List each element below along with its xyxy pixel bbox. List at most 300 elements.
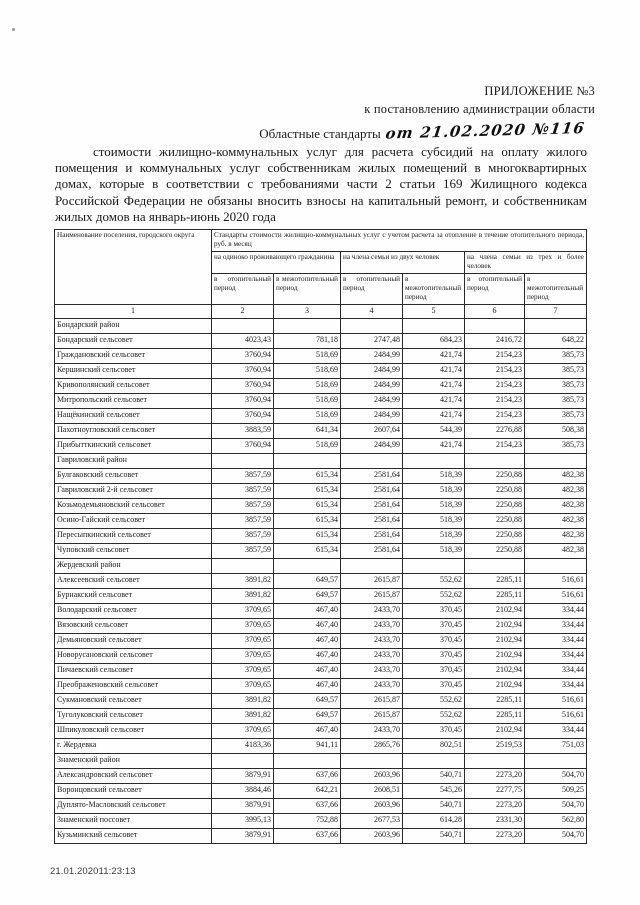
settlement-name: Митропольский сельсовет bbox=[55, 393, 212, 408]
value-cell: 637,66 bbox=[274, 768, 341, 783]
value-cell: 615,34 bbox=[274, 513, 341, 528]
value-cell: 421,74 bbox=[403, 378, 465, 393]
value-cell: 684,23 bbox=[403, 333, 465, 348]
value-cell: 421,74 bbox=[403, 363, 465, 378]
value-cell: 2484,99 bbox=[341, 378, 403, 393]
table-row bbox=[55, 813, 587, 828]
value-cell: 2154,23 bbox=[465, 363, 525, 378]
value-cell: 2250,88 bbox=[465, 468, 525, 483]
table-header-row-top bbox=[55, 230, 587, 252]
value-cell: 2607,64 bbox=[341, 423, 403, 438]
value-cell: 552,62 bbox=[403, 708, 465, 723]
value-cell: 649,57 bbox=[274, 588, 341, 603]
region-blank-cell bbox=[274, 318, 341, 333]
table-row bbox=[55, 333, 587, 348]
value-cell: 467,40 bbox=[274, 603, 341, 618]
table-row bbox=[55, 483, 587, 498]
value-cell: 2581,64 bbox=[341, 498, 403, 513]
table-row bbox=[55, 738, 587, 753]
value-cell: 2519,53 bbox=[465, 738, 525, 753]
value-cell: 467,40 bbox=[274, 663, 341, 678]
value-cell: 2484,99 bbox=[341, 393, 403, 408]
value-cell: 752,88 bbox=[274, 813, 341, 828]
settlement-name: Бондарский сельсовет bbox=[55, 333, 212, 348]
region-blank-cell bbox=[465, 453, 525, 468]
value-cell: 3857,59 bbox=[212, 498, 274, 513]
settlement-name: Вязовский сельсовет bbox=[55, 618, 212, 633]
value-cell: 385,73 bbox=[525, 408, 587, 423]
table-row bbox=[55, 783, 587, 798]
header-span-all: Стандарты стоимости жилищно-коммунальных услуг с учетом расчета за отопление в течение отопительного периода, руб. в месяц bbox=[212, 230, 587, 252]
table-row bbox=[55, 408, 587, 423]
settlement-name: Пичаевский сельсовет bbox=[55, 663, 212, 678]
region-blank-cell bbox=[212, 453, 274, 468]
value-cell: 385,73 bbox=[525, 378, 587, 393]
value-cell: 421,74 bbox=[403, 408, 465, 423]
region-blank-cell bbox=[465, 753, 525, 768]
region-blank-cell bbox=[525, 318, 587, 333]
value-cell: 562,80 bbox=[525, 813, 587, 828]
value-cell: 941,11 bbox=[274, 738, 341, 753]
col-number-2: 2 bbox=[212, 304, 274, 318]
col-number-5: 5 bbox=[403, 304, 465, 318]
value-cell: 2102,94 bbox=[465, 678, 525, 693]
region-blank-cell bbox=[403, 753, 465, 768]
appendix-label: ПРИЛОЖЕНИЕ №3 bbox=[484, 84, 595, 98]
value-cell: 552,62 bbox=[403, 693, 465, 708]
value-cell: 615,34 bbox=[274, 468, 341, 483]
value-cell: 545,26 bbox=[403, 783, 465, 798]
value-cell: 2615,87 bbox=[341, 693, 403, 708]
table-row bbox=[55, 828, 587, 843]
value-cell: 3709,65 bbox=[212, 678, 274, 693]
region-blank-cell bbox=[274, 453, 341, 468]
table-row bbox=[55, 633, 587, 648]
header-group-two: на члена семьи из двух человек bbox=[341, 251, 465, 273]
value-cell: 649,57 bbox=[274, 573, 341, 588]
region-name: Гавриловский район bbox=[55, 453, 212, 468]
value-cell: 482,38 bbox=[525, 483, 587, 498]
value-cell: 2250,88 bbox=[465, 483, 525, 498]
settlement-name: Пахотноугловский сельсовет bbox=[55, 423, 212, 438]
value-cell: 2250,88 bbox=[465, 528, 525, 543]
value-cell: 3857,59 bbox=[212, 513, 274, 528]
value-cell: 552,62 bbox=[403, 588, 465, 603]
region-blank-cell bbox=[341, 558, 403, 573]
value-cell: 3709,65 bbox=[212, 618, 274, 633]
value-cell: 2250,88 bbox=[465, 543, 525, 558]
region-blank-cell bbox=[525, 753, 587, 768]
value-cell: 334,44 bbox=[525, 663, 587, 678]
value-cell: 2433,70 bbox=[341, 678, 403, 693]
value-cell: 2433,70 bbox=[341, 618, 403, 633]
table-row bbox=[55, 543, 587, 558]
handwritten-date-number: от 21.02.2020 №116 bbox=[384, 119, 587, 143]
settlement-name: Кершинский сельсовет bbox=[55, 363, 212, 378]
settlement-name: Пересыпкинский сельсовет bbox=[55, 528, 212, 543]
region-blank-cell bbox=[341, 753, 403, 768]
settlement-name: Преображеновский сельсовет bbox=[55, 678, 212, 693]
value-cell: 518,69 bbox=[274, 363, 341, 378]
table-column-numbers-row bbox=[55, 304, 587, 318]
value-cell: 2102,94 bbox=[465, 723, 525, 738]
col-number-6: 6 bbox=[465, 304, 525, 318]
region-blank-cell bbox=[212, 558, 274, 573]
value-cell: 334,44 bbox=[525, 678, 587, 693]
region-blank-cell bbox=[465, 318, 525, 333]
value-cell: 518,69 bbox=[274, 393, 341, 408]
value-cell: 385,73 bbox=[525, 348, 587, 363]
value-cell: 334,44 bbox=[525, 633, 587, 648]
value-cell: 3891,82 bbox=[212, 693, 274, 708]
value-cell: 2433,70 bbox=[341, 603, 403, 618]
value-cell: 540,71 bbox=[403, 768, 465, 783]
value-cell: 2484,99 bbox=[341, 438, 403, 453]
value-cell: 2102,94 bbox=[465, 633, 525, 648]
header-sub-heating-2: в отопительный период bbox=[341, 273, 403, 304]
value-cell: 3709,65 bbox=[212, 723, 274, 738]
value-cell: 641,34 bbox=[274, 423, 341, 438]
value-cell: 3879,91 bbox=[212, 798, 274, 813]
value-cell: 2154,23 bbox=[465, 408, 525, 423]
table-row bbox=[55, 768, 587, 783]
value-cell: 2273,20 bbox=[465, 798, 525, 813]
value-cell: 509,25 bbox=[525, 783, 587, 798]
table-row bbox=[55, 513, 587, 528]
value-cell: 3760,94 bbox=[212, 438, 274, 453]
value-cell: 2581,64 bbox=[341, 468, 403, 483]
value-cell: 516,61 bbox=[525, 693, 587, 708]
footer-timestamp: 21.01.202011:23:13 bbox=[50, 866, 136, 877]
table-row bbox=[55, 678, 587, 693]
value-cell: 2603,96 bbox=[341, 828, 403, 843]
value-cell: 4183,36 bbox=[212, 738, 274, 753]
settlement-name: Шпикуловский сельсовет bbox=[55, 723, 212, 738]
value-cell: 3760,94 bbox=[212, 348, 274, 363]
value-cell: 516,61 bbox=[525, 573, 587, 588]
table-row bbox=[55, 603, 587, 618]
value-cell: 751,03 bbox=[525, 738, 587, 753]
value-cell: 2615,87 bbox=[341, 588, 403, 603]
region-blank-cell bbox=[341, 453, 403, 468]
settlement-name: Бурнакский сельсовет bbox=[55, 588, 212, 603]
value-cell: 615,34 bbox=[274, 543, 341, 558]
value-cell: 2615,87 bbox=[341, 708, 403, 723]
value-cell: 518,39 bbox=[403, 528, 465, 543]
value-cell: 508,38 bbox=[525, 423, 587, 438]
settlement-name: Чуповский сельсовет bbox=[55, 543, 212, 558]
table-row bbox=[55, 723, 587, 738]
col-number-7: 7 bbox=[525, 304, 587, 318]
value-cell: 552,62 bbox=[403, 573, 465, 588]
value-cell: 2581,64 bbox=[341, 543, 403, 558]
appendix-subline: к постановлению администрации области bbox=[364, 102, 595, 117]
region-blank-cell bbox=[403, 453, 465, 468]
value-cell: 2285,11 bbox=[465, 708, 525, 723]
col-number-1: 1 bbox=[55, 304, 212, 318]
value-cell: 2747,48 bbox=[341, 333, 403, 348]
settlement-name: Воронцовский сельсовет bbox=[55, 783, 212, 798]
value-cell: 615,34 bbox=[274, 528, 341, 543]
value-cell: 3891,82 bbox=[212, 573, 274, 588]
value-cell: 3709,65 bbox=[212, 648, 274, 663]
value-cell: 3995,13 bbox=[212, 813, 274, 828]
table-region-row bbox=[55, 453, 587, 468]
value-cell: 2102,94 bbox=[465, 663, 525, 678]
settlement-name: Сукмановский сельсовет bbox=[55, 693, 212, 708]
value-cell: 385,73 bbox=[525, 393, 587, 408]
value-cell: 2433,70 bbox=[341, 633, 403, 648]
value-cell: 334,44 bbox=[525, 723, 587, 738]
table-row bbox=[55, 588, 587, 603]
table-row bbox=[55, 438, 587, 453]
value-cell: 637,66 bbox=[274, 798, 341, 813]
region-blank-cell bbox=[525, 558, 587, 573]
region-blank-cell bbox=[465, 558, 525, 573]
value-cell: 2250,88 bbox=[465, 498, 525, 513]
value-cell: 3857,59 bbox=[212, 528, 274, 543]
value-cell: 370,45 bbox=[403, 648, 465, 663]
settlement-name: Козьмодемьяновский сельсовет bbox=[55, 498, 212, 513]
settlement-name: Нащёкинский сельсовет bbox=[55, 408, 212, 423]
col-number-3: 3 bbox=[274, 304, 341, 318]
table-row bbox=[55, 663, 587, 678]
value-cell: 2277,75 bbox=[465, 783, 525, 798]
value-cell: 2433,70 bbox=[341, 723, 403, 738]
value-cell: 516,61 bbox=[525, 708, 587, 723]
value-cell: 3760,94 bbox=[212, 378, 274, 393]
table-head bbox=[55, 230, 587, 319]
table-row bbox=[55, 378, 587, 393]
table-row bbox=[55, 528, 587, 543]
value-cell: 2102,94 bbox=[465, 603, 525, 618]
value-cell: 781,18 bbox=[274, 333, 341, 348]
value-cell: 2285,11 bbox=[465, 693, 525, 708]
value-cell: 3891,82 bbox=[212, 708, 274, 723]
settlement-name: Алексеевский сельсовет bbox=[55, 573, 212, 588]
settlement-name: Осино-Гайский сельсовет bbox=[55, 513, 212, 528]
value-cell: 649,57 bbox=[274, 693, 341, 708]
value-cell: 2484,99 bbox=[341, 363, 403, 378]
header-sub-nonheating-2: в межотопительный период bbox=[403, 273, 465, 304]
header-sub-heating-3: в отопительный период bbox=[465, 273, 525, 304]
value-cell: 649,57 bbox=[274, 708, 341, 723]
value-cell: 3709,65 bbox=[212, 603, 274, 618]
region-name: Знаменский район bbox=[55, 753, 212, 768]
value-cell: 518,39 bbox=[403, 543, 465, 558]
settlement-name: Кузьминский сельсовет bbox=[55, 828, 212, 843]
header-col-name: Наименование поселения, городского округа bbox=[55, 230, 212, 305]
value-cell: 2581,64 bbox=[341, 483, 403, 498]
value-cell: 2581,64 bbox=[341, 513, 403, 528]
value-cell: 518,39 bbox=[403, 513, 465, 528]
table-row bbox=[55, 468, 587, 483]
value-cell: 2276,88 bbox=[465, 423, 525, 438]
value-cell: 2603,96 bbox=[341, 798, 403, 813]
value-cell: 4023,43 bbox=[212, 333, 274, 348]
table-region-row bbox=[55, 753, 587, 768]
value-cell: 334,44 bbox=[525, 618, 587, 633]
page-corner-mark bbox=[12, 28, 15, 31]
value-cell: 637,66 bbox=[274, 828, 341, 843]
settlement-name: г. Жердевка bbox=[55, 738, 212, 753]
value-cell: 2615,87 bbox=[341, 573, 403, 588]
value-cell: 482,38 bbox=[525, 528, 587, 543]
value-cell: 385,73 bbox=[525, 438, 587, 453]
value-cell: 3760,94 bbox=[212, 393, 274, 408]
table-region-row bbox=[55, 318, 587, 333]
value-cell: 2285,11 bbox=[465, 588, 525, 603]
value-cell: 482,38 bbox=[525, 543, 587, 558]
value-cell: 467,40 bbox=[274, 648, 341, 663]
value-cell: 544,39 bbox=[403, 423, 465, 438]
value-cell: 518,69 bbox=[274, 378, 341, 393]
value-cell: 467,40 bbox=[274, 678, 341, 693]
region-name: Жердевский район bbox=[55, 558, 212, 573]
value-cell: 3883,59 bbox=[212, 423, 274, 438]
table-row bbox=[55, 693, 587, 708]
value-cell: 2608,51 bbox=[341, 783, 403, 798]
table-row bbox=[55, 348, 587, 363]
value-cell: 370,45 bbox=[403, 678, 465, 693]
value-cell: 2433,70 bbox=[341, 648, 403, 663]
value-cell: 614,28 bbox=[403, 813, 465, 828]
value-cell: 3857,59 bbox=[212, 483, 274, 498]
value-cell: 642,21 bbox=[274, 783, 341, 798]
value-cell: 482,38 bbox=[525, 468, 587, 483]
table-row bbox=[55, 708, 587, 723]
header-sub-heating-1: в отопительный период bbox=[212, 273, 274, 304]
settlement-name: Демьяновский сельсовет bbox=[55, 633, 212, 648]
table-row bbox=[55, 798, 587, 813]
region-blank-cell bbox=[212, 753, 274, 768]
settlement-name: Володарский сельсовет bbox=[55, 603, 212, 618]
header-sub-nonheating-1: в межотопительный период bbox=[274, 273, 341, 304]
value-cell: 421,74 bbox=[403, 393, 465, 408]
value-cell: 518,39 bbox=[403, 483, 465, 498]
value-cell: 2603,96 bbox=[341, 768, 403, 783]
settlement-name: Знаменский поссовет bbox=[55, 813, 212, 828]
value-cell: 3879,91 bbox=[212, 768, 274, 783]
value-cell: 2581,64 bbox=[341, 528, 403, 543]
value-cell: 3857,59 bbox=[212, 468, 274, 483]
value-cell: 518,39 bbox=[403, 498, 465, 513]
value-cell: 421,74 bbox=[403, 348, 465, 363]
value-cell: 2102,94 bbox=[465, 618, 525, 633]
value-cell: 3709,65 bbox=[212, 663, 274, 678]
value-cell: 2416,72 bbox=[465, 333, 525, 348]
value-cell: 518,69 bbox=[274, 348, 341, 363]
value-cell: 2102,94 bbox=[465, 648, 525, 663]
value-cell: 370,45 bbox=[403, 663, 465, 678]
region-blank-cell bbox=[274, 558, 341, 573]
value-cell: 2865,76 bbox=[341, 738, 403, 753]
header-group-three: на члена семьи из трех и более человек bbox=[465, 251, 587, 273]
value-cell: 2154,23 bbox=[465, 438, 525, 453]
region-blank-cell bbox=[341, 318, 403, 333]
value-cell: 648,22 bbox=[525, 333, 587, 348]
value-cell: 482,38 bbox=[525, 498, 587, 513]
value-cell: 370,45 bbox=[403, 723, 465, 738]
value-cell: 334,44 bbox=[525, 648, 587, 663]
settlement-name: Граждановский сельсовет bbox=[55, 348, 212, 363]
settlement-name: Прибытткинский сельсовет bbox=[55, 438, 212, 453]
value-cell: 421,74 bbox=[403, 438, 465, 453]
col-number-4: 4 bbox=[341, 304, 403, 318]
header-group-single: на одиноко проживающего гражданина bbox=[212, 251, 341, 273]
table-row bbox=[55, 573, 587, 588]
settlement-name: Гавриловский 2-й сельсовет bbox=[55, 483, 212, 498]
region-blank-cell bbox=[212, 318, 274, 333]
settlement-name: Новорусановский сельсовет bbox=[55, 648, 212, 663]
value-cell: 3891,82 bbox=[212, 588, 274, 603]
value-cell: 504,70 bbox=[525, 828, 587, 843]
value-cell: 504,70 bbox=[525, 798, 587, 813]
value-cell: 518,39 bbox=[403, 468, 465, 483]
value-cell: 516,61 bbox=[525, 588, 587, 603]
table-row bbox=[55, 648, 587, 663]
value-cell: 2154,23 bbox=[465, 348, 525, 363]
value-cell: 2154,23 bbox=[465, 378, 525, 393]
value-cell: 334,44 bbox=[525, 603, 587, 618]
value-cell: 615,34 bbox=[274, 483, 341, 498]
value-cell: 2484,99 bbox=[341, 348, 403, 363]
table-row bbox=[55, 618, 587, 633]
value-cell: 615,34 bbox=[274, 498, 341, 513]
table-region-row bbox=[55, 558, 587, 573]
value-cell: 467,40 bbox=[274, 723, 341, 738]
value-cell: 2273,20 bbox=[465, 768, 525, 783]
table-row bbox=[55, 423, 587, 438]
settlement-name: Александровский сельсовет bbox=[55, 768, 212, 783]
settlement-name: Туголуковский сельсовет bbox=[55, 708, 212, 723]
value-cell: 370,45 bbox=[403, 603, 465, 618]
settlement-name: Кривополянский сельсовет bbox=[55, 378, 212, 393]
value-cell: 2433,70 bbox=[341, 663, 403, 678]
table-body bbox=[55, 318, 587, 843]
intro-paragraph: стоимости жилищно-коммунальных услуг для расчета субсидий на оплату жилого помещения и коммунальных услуг собственникам жилых помещений в многоквартирных домах, которые в соответствии с требованиями части 2 статьи 169 Жилищного кодекса Российской Федерации не обязаны вносить взносы на капитальный ремонт, и собственникам жилых домов на январь-июнь 2020 года bbox=[55, 144, 587, 224]
value-cell: 3760,94 bbox=[212, 363, 274, 378]
value-cell: 3709,65 bbox=[212, 633, 274, 648]
value-cell: 802,51 bbox=[403, 738, 465, 753]
header-sub-nonheating-3: в межотопительный период bbox=[525, 273, 587, 304]
value-cell: 518,69 bbox=[274, 438, 341, 453]
value-cell: 2273,20 bbox=[465, 828, 525, 843]
value-cell: 2331,30 bbox=[465, 813, 525, 828]
value-cell: 3879,91 bbox=[212, 828, 274, 843]
value-cell: 467,40 bbox=[274, 618, 341, 633]
settlement-name: Дуплято-Масловский сельсовет bbox=[55, 798, 212, 813]
value-cell: 2677,53 bbox=[341, 813, 403, 828]
value-cell: 2154,23 bbox=[465, 393, 525, 408]
value-cell: 540,71 bbox=[403, 828, 465, 843]
table-row bbox=[55, 498, 587, 513]
region-blank-cell bbox=[403, 318, 465, 333]
value-cell: 518,69 bbox=[274, 408, 341, 423]
table-row bbox=[55, 363, 587, 378]
value-cell: 504,70 bbox=[525, 768, 587, 783]
value-cell: 467,40 bbox=[274, 633, 341, 648]
region-name: Бондарский район bbox=[55, 318, 212, 333]
value-cell: 3884,46 bbox=[212, 783, 274, 798]
value-cell: 540,71 bbox=[403, 798, 465, 813]
value-cell: 2285,11 bbox=[465, 573, 525, 588]
value-cell: 370,45 bbox=[403, 633, 465, 648]
value-cell: 3857,59 bbox=[212, 543, 274, 558]
page-title: Областные стандарты bbox=[259, 126, 381, 141]
region-blank-cell bbox=[525, 453, 587, 468]
region-blank-cell bbox=[403, 558, 465, 573]
